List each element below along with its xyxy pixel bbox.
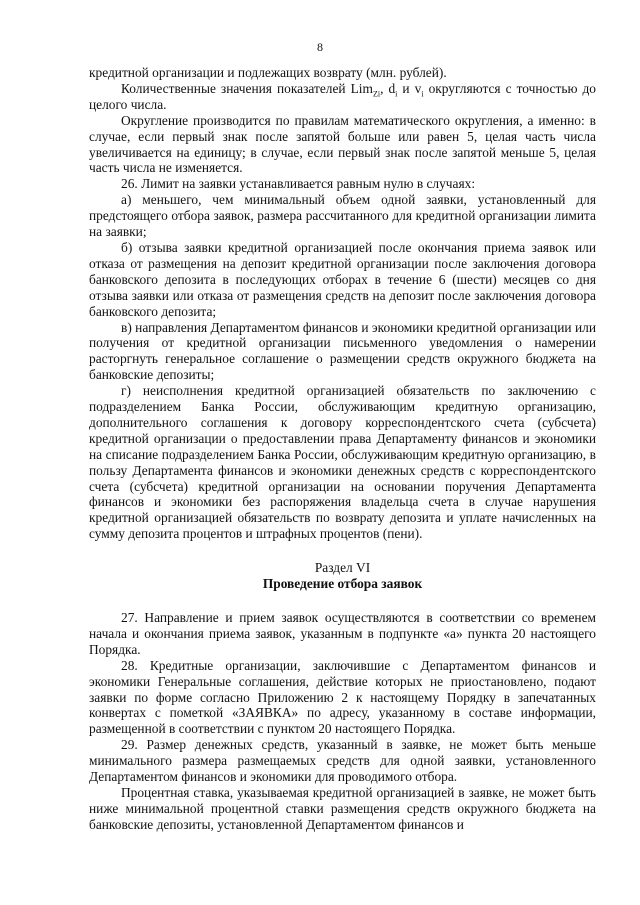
paragraph: Округление производится по правилам математического округления, а именно: в случае, если первый знак после запятой больше или равен 5, целая часть числа увеличивается на единицу; в случае, если первый знак после запятой меньше 5, целая часть числа не изменяется.	[89, 112, 596, 176]
document-body	[89, 65, 596, 833]
lim-subscript: Zi	[372, 89, 381, 99]
list-item: б) отзыва заявки кредитной организацией после окончания приема заявок или отказа от размещения на депозит кредитной организации после заключения договора банковского депозита в последующих отборах в течение 6 (шести) месяцев со дня отзыва заявки или отказа от размещения средств на депозит после заключения договора банковского депозита;	[89, 239, 596, 319]
lim-symbol: Lim	[350, 80, 373, 96]
v-subscript: i	[421, 89, 424, 99]
paragraph: кредитной организации и подлежащих возврату (млн. рублей).	[89, 65, 447, 80]
text-fragment: Количественные значения показателей	[121, 80, 351, 96]
paragraph: 27. Направление и прием заявок осуществляются в соответствии со временем начала и окончания приема заявок, указанным в подпункте «а» пункта 20 настоящего Порядка.	[89, 610, 596, 657]
list-item: г) неисполнения кредитной организацией обязательств по заключению с подразделением Банка России, обслуживающим кредитную организацию, дополнительного соглашения к договору корреспондентского счета (субсчета) кредитной организации о предоставлении права Департаменту финансов и экономики на списание подразделением Банка России, обслуживающим кредитную организацию, в пользу Департамента финансов и экономики денежных средств с корреспондентского счета (субсчета) кредитной организации на основании поручения Департамента финансов и экономики без распоряжения владельца счета в случае нарушения кредитной организацией обязательств по возврату депозита и уплате начисленных на сумму депозита процентов и штрафных процентов (пени).	[89, 383, 596, 542]
list-item: в) направления Департаментом финансов и экономики кредитной организации или получения от кредитной организации письменного уведомления о намерении расторгнуть генеральное соглашение о размещении средств окружного бюджета на банковские депозиты;	[89, 319, 596, 383]
text-fragment: округляются с точностью до целого числа.	[89, 80, 597, 112]
page-number: 8	[317, 40, 323, 54]
list-item: а) меньшего, чем минимальный объем одной заявки, установленный для предстоящего отбора заявок, размера рассчитанного для кредитной организации лимита на заявки;	[89, 192, 596, 240]
paragraph: 26. Лимит на заявки устанавливается равным нулю в случаях:	[121, 176, 476, 192]
section-subtitle: Проведение отбора заявок	[262, 576, 423, 592]
v-symbol: и v	[397, 80, 422, 96]
paragraph-rounding-indicators	[89, 81, 596, 113]
paragraph: 28. Кредитные организации, заключившие с Департаментом финансов и экономики Генеральные соглашения, действие которых не приостановлено, подают заявки по форме согласно Приложению 2 к настоящему Порядку в запечатанных конвертах с пометкой «ЗАЯВКА» по адресу, указанному в составе информации, размещенной в соответствии с пунктом 20 настоящего Порядка.	[89, 657, 596, 737]
paragraph: 29. Размер денежных средств, указанный в заявке, не может быть меньше минимального размера размещаемых средств для одной заявки, установленного Департаментом финансов и экономики для проводимого отбора.	[89, 737, 596, 785]
d-subscript: i	[395, 89, 398, 99]
section-title: Раздел VI	[314, 560, 371, 576]
d-symbol: , d	[380, 80, 396, 96]
paragraph: Процентная ставка, указываемая кредитной организацией в заявке, не может быть ниже минимальной процентной ставки размещения средств окружного бюджета на банковские депозиты, установленной Департаментом финансов и	[89, 784, 596, 832]
